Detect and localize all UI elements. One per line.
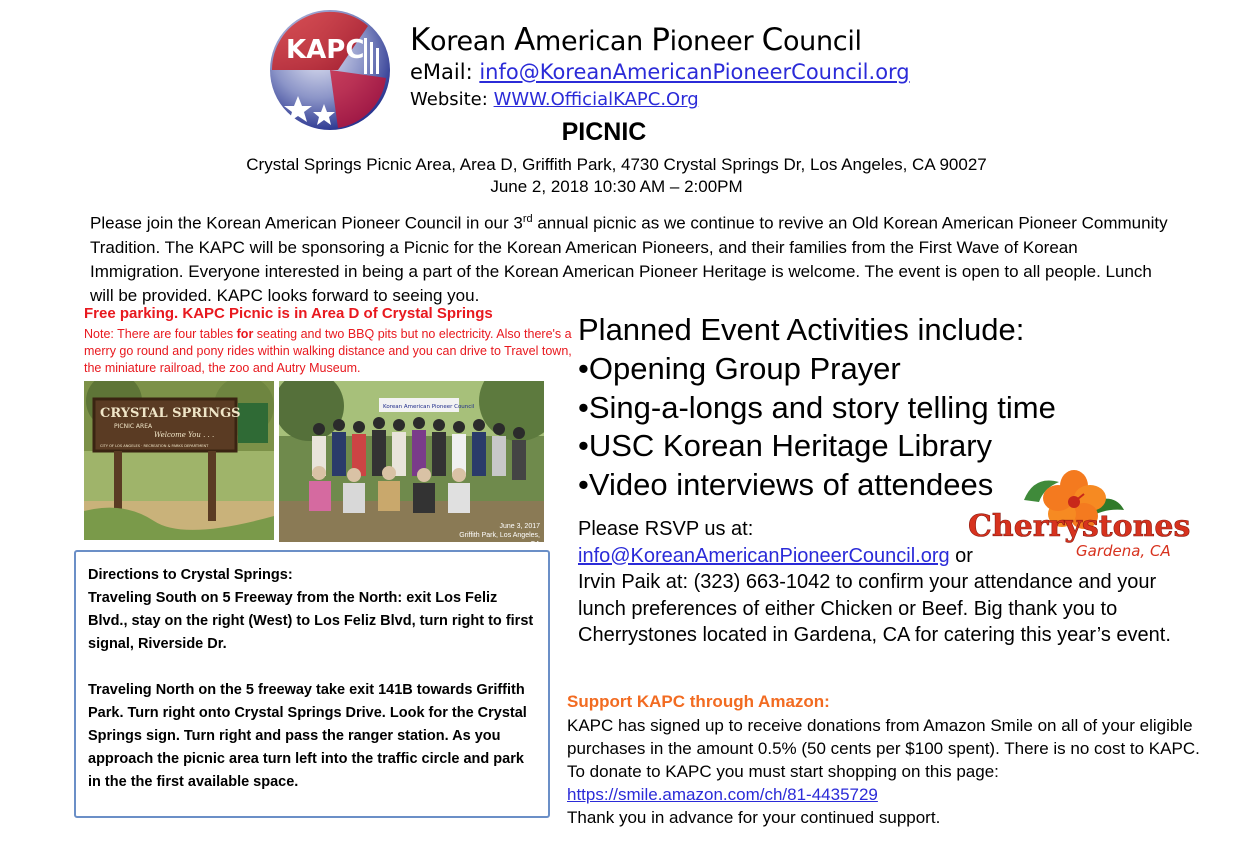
parking-headline: Free parking. KAPC Picnic is in Area D of Crystal Springs bbox=[84, 305, 493, 322]
sign-welcome: Welcome You . . . bbox=[154, 431, 215, 439]
directions-south: Traveling South on 5 Freeway from the North: exit Los Feliz Blvd., stay on the right (West) to Los Feliz Blvd, turn right to first signal, Riverside Dr. bbox=[88, 590, 534, 652]
website-link[interactable]: WWW.OfficialKAPC.Org bbox=[493, 89, 699, 110]
kapc-logo bbox=[268, 8, 392, 132]
sign-sub: PICNIC AREA bbox=[114, 423, 153, 430]
rsvp-line1: Please RSVP us at: bbox=[578, 518, 754, 540]
email-line bbox=[410, 60, 910, 84]
sign-city: CITY OF LOS ANGELES · RECREATION & PARKS DEPARTMENT bbox=[100, 444, 209, 448]
directions-box bbox=[74, 550, 550, 818]
group-photo bbox=[279, 381, 544, 542]
photo-caption: June 3, 2017 Griffith Park, Los Angeles, CA bbox=[459, 523, 540, 548]
crystal-springs-sign-photo bbox=[84, 381, 274, 540]
activity-item: •Opening Group Prayer bbox=[578, 351, 901, 386]
parking-note: Note: There are four tables for seating and two BBQ pits but no electricity. Also there's a merry go round and pony rides within walking distance and you can drive to Travel town, the miniature railroad, the zoo and Autry Museum. bbox=[84, 327, 572, 375]
rsvp-rest: Irvin Paik at: (323) 663-1042 to confirm your attendance and your lunch preferences of either Chicken or Beef. Big thank you to Cherrystones located in Gardena, CA for catering this year’s event. bbox=[578, 571, 1171, 646]
cherrystones-location: Gardena, CA bbox=[1076, 542, 1171, 560]
org-name: Korean American Pioneer Council bbox=[410, 22, 862, 58]
website-label: Website: bbox=[410, 89, 488, 110]
sign-title: CRYSTAL SPRINGS bbox=[100, 406, 241, 421]
rsvp-block: Please RSVP us at: info@KoreanAmericanPioneerCouncil.org or Irvin Paik at: (323) 663-1042 to confirm your attendance and your lunch preferences of either Chicken or Beef. Big thank you to Cherrystones located in Gardena, CA for catering this year’s event. bbox=[578, 516, 1178, 649]
email-label: eMail: bbox=[410, 60, 473, 84]
activity-item: •Video interviews of attendees bbox=[578, 467, 994, 502]
directions-spacer bbox=[88, 656, 538, 679]
email-link[interactable]: info@KoreanAmericanPioneerCouncil.org bbox=[479, 60, 910, 84]
event-address: Crystal Springs Picnic Area, Area D, Griffith Park, 4730 Crystal Springs Dr, Los Angeles, CA 90027 bbox=[246, 155, 987, 174]
directions-heading: Directions to Crystal Springs: bbox=[88, 567, 293, 583]
intro-paragraph: Please join the Korean American Pioneer Council in our 3rd annual picnic as we continue to revive an Old Korean American Pioneer Community Tradition. The KAPC will be sponsoring a Picnic for the Korean American Pioneers, and their families from the First Wave of Korean Immigration. Everyone interested in being a part of the Korean American Pioneer Heritage is welcome. The event is open to all people. Lunch will be provided. KAPC looks forward to seeing you. bbox=[90, 213, 1168, 305]
activities-heading: Planned Event Activities include: bbox=[578, 312, 1025, 347]
cherrystones-name: Cherrystones bbox=[968, 509, 1191, 544]
event-datetime: June 2, 2018 10:30 AM – 2:00PM bbox=[490, 177, 743, 196]
logo-text: KAPC bbox=[286, 35, 365, 65]
event-title: PICNIC bbox=[561, 118, 647, 146]
amazon-smile-link[interactable]: https://smile.amazon.com/ch/81-4435729 bbox=[567, 785, 878, 804]
activity-item: •Sing-a-longs and story telling time bbox=[578, 390, 1056, 425]
photo-banner: Korean American Pioneer Council bbox=[383, 404, 475, 410]
amazon-heading: Support KAPC through Amazon: bbox=[567, 692, 830, 711]
website-line bbox=[410, 89, 699, 110]
amazon-body: KAPC has signed up to receive donations from Amazon Smile on all of your eligible purchases in the amount 0.5% (50 cents per $100 spent). There is no cost to KAPC. To donate to KAPC you must start shopping on this page: https://smile.amazon.com/ch/81-4435729 Thank you in advance for your continued support. bbox=[567, 716, 1200, 827]
directions-north: Traveling North on the 5 freeway take exit 141B towards Griffith Park. Turn right onto Crystal Springs Drive. Look for the Crystal Springs sign. Turn right and pass the ranger station. As you approach the picnic area turn left into the traffic circle and park in the the first available space. bbox=[88, 682, 527, 790]
rsvp-email-link[interactable]: info@KoreanAmericanPioneerCouncil.org bbox=[578, 544, 950, 567]
activity-item: •USC Korean Heritage Library bbox=[578, 428, 993, 463]
